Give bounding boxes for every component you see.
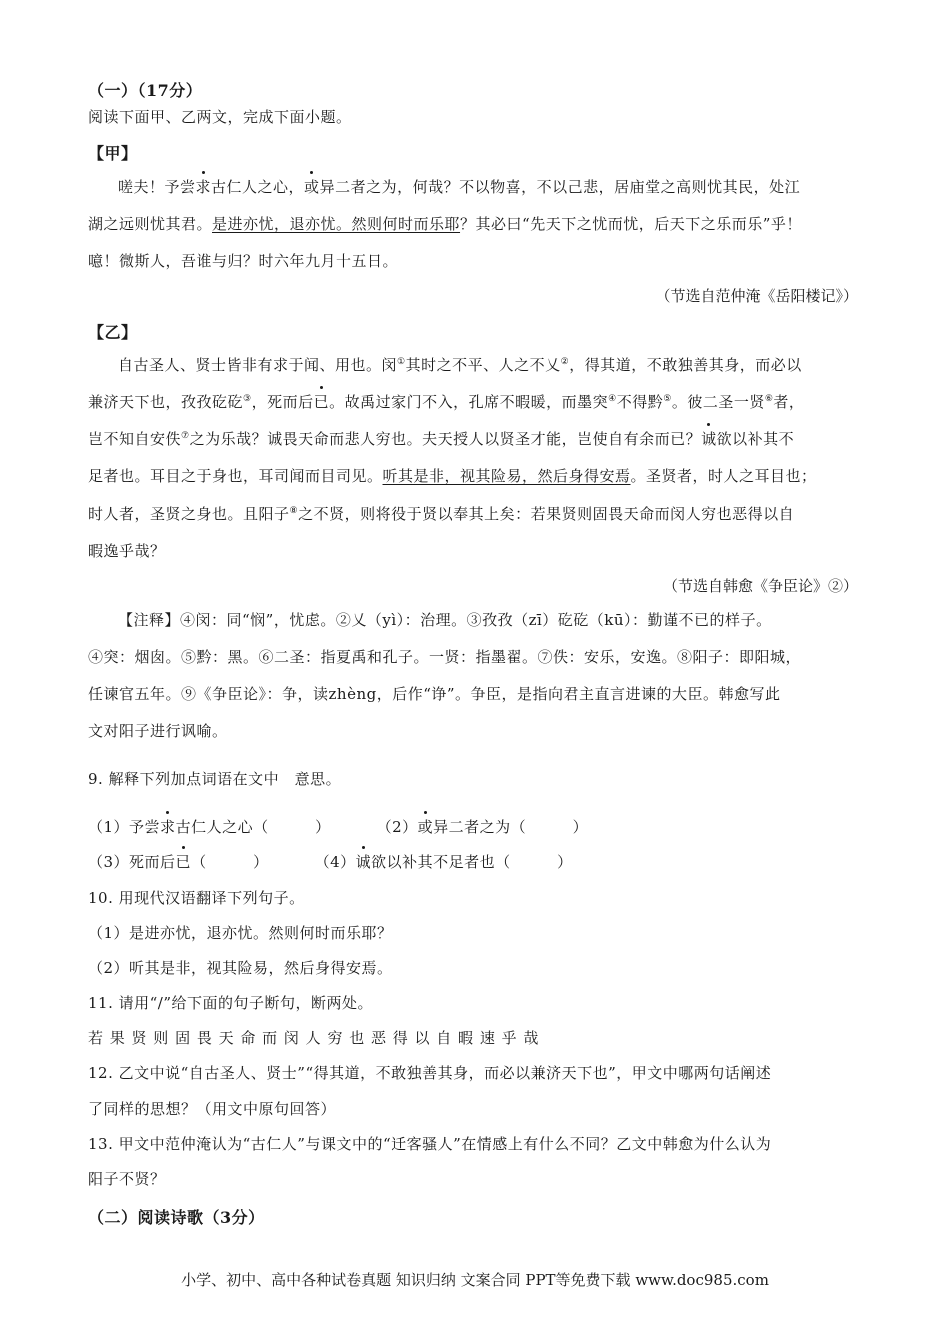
- q12-line-1: 12. 乙文中说“自古圣人、贤士”“得其道，不敢独善其身，而必以兼济天下也”，甲文中哪两句话阐述: [88, 1064, 772, 1082]
- jia-line-2: 湖之远则忧其君。是进亦忧，退亦忧。然则何时而乐耶？其必曰“先天下之忧而忧，后天下之乐而乐”乎！: [88, 215, 802, 233]
- yi-line-2: 兼济天下也，孜孜矻矻③，死而后已。故禹过家门不入，孔席不暇暖，而墨突④不得黔⑤。彼二圣一贤⑥者，: [88, 393, 805, 411]
- notes-line-3: 任谏官五年。⑨《争臣论》：争，读zhèng，后作“诤”。争臣，是指向君主直言进谏的大臣。韩愈写此: [88, 685, 781, 703]
- notes-line-1: 【注释】④闵：同“悯”，忧虑。②乂（yì）：治理。③孜孜（zī）矻矻（kū）：勤谨不已的样子。: [118, 611, 772, 629]
- page-footer: 小学、初中、高中各种试卷真题 知识归纳 文案合同 PPT等免费下载 www.doc985.com: [181, 1271, 769, 1289]
- dotted-word: 诚: [701, 430, 717, 448]
- q9-item-3: （3）死而后已（ ）: [88, 853, 269, 871]
- q9-item-2: （2）或异二者之为（ ）: [376, 818, 589, 836]
- dotted-word: 求: [195, 178, 212, 196]
- yi-source: （节选自韩愈《争臣论》②）: [662, 577, 858, 595]
- jia-source: （节选自范仲淹《岳阳楼记》）: [655, 287, 858, 305]
- jia-line-3: 噫！微斯人，吾谁与归？时六年九月十五日。: [88, 252, 399, 270]
- notes-line-2: ④突：烟囱。⑤黔：黑。⑥二圣：指夏禹和孔子。一贤：指墨翟。⑦佚：安乐，安逸。⑧阳子：即阳城，: [88, 648, 802, 666]
- q9-stem: 9. 解释下列加点词语在文中 意思。: [88, 770, 342, 788]
- underlined-sentence: 是进亦忧，退亦忧。然则何时而乐耶: [212, 215, 461, 233]
- q10-sentence-1: （1）是进亦忧，退亦忧。然则何时而乐耶？: [88, 924, 393, 942]
- dotted-word: 诚: [355, 853, 372, 871]
- dotted-word: 已: [313, 393, 330, 411]
- jia-label: 【甲】: [88, 144, 138, 163]
- underlined-sentence: 听其是非，视其险易，然后身得安焉: [382, 467, 631, 485]
- yi-line-1: 自古圣人、贤士皆非有求于闻、用也。闵①其时之不平、人之不乂②，得其道，不敢独善其身，而必以: [118, 356, 802, 374]
- dotted-word: 或: [417, 818, 434, 836]
- q9-item-4: （4）诚欲以补其不足者也（ ）: [314, 853, 573, 871]
- yi-line-5: 时人者，圣贤之身也。且阳子⑧之不贤，则将役于贤以奉其上矣：若果贤则固畏天命而闵人穷也恶得以自: [88, 505, 795, 523]
- q13-line-2: 阳子不贤？: [88, 1170, 166, 1188]
- q10-sentence-2: （2）听其是非，视其险易，然后身得安焉。: [88, 959, 393, 977]
- q13-line-1: 13. 甲文中范仲淹认为“古仁人”与课文中的“迁客骚人”在情感上有什么不同？乙文中韩愈为什么认为: [88, 1135, 772, 1153]
- dotted-word: 已: [175, 853, 192, 871]
- section1-heading: （一）（17分）: [88, 81, 203, 100]
- dotted-word: 或: [304, 178, 320, 196]
- yi-label: 【乙】: [88, 323, 138, 342]
- q10-stem: 10. 用现代汉语翻译下列句子。: [88, 889, 305, 907]
- q9-items-row-1: [88, 816, 588, 837]
- yi-line-4: 足者也。耳目之于身也，耳司闻而目司见。听其是非，视其险易，然后身得安焉。圣贤者，时人之耳目也；: [88, 467, 817, 485]
- dotted-word: 求: [160, 818, 176, 836]
- q11-sentence: 若 果 贤 则 固 畏 天 命 而 闵 人 穷 也 恶 得 以 自 暇 速 乎 哉: [88, 1029, 540, 1047]
- q11-stem: 11. 请用“/”给下面的句子断句，断两处。: [88, 994, 374, 1012]
- jia-line-1: 嗟夫！予尝求古仁人之心，或异二者之为，何哉？不以物喜，不以己悲，居庙堂之高则忧其民，处江: [118, 178, 801, 196]
- instruction: 阅读下面甲、乙两文，完成下面小题。: [88, 108, 352, 126]
- q9-item-1: （1）予尝求古仁人之心（ ）: [88, 818, 331, 836]
- yi-line-3: 岂不知自安佚⑦之为乐哉？诚畏天命而悲人穷也。夫天授人以贤圣才能，岂使自有余而已？诚欲以补其不: [88, 430, 795, 448]
- section2-heading: （二）阅读诗歌（3分）: [88, 1208, 265, 1227]
- q12-line-2: 了同样的思想？（用文中原句回答）: [88, 1100, 337, 1118]
- notes-line-4: 文对阳子进行讽喻。: [88, 722, 228, 740]
- yi-line-6: 暇逸乎哉？: [88, 542, 166, 560]
- q9-items-row-2: [88, 851, 573, 872]
